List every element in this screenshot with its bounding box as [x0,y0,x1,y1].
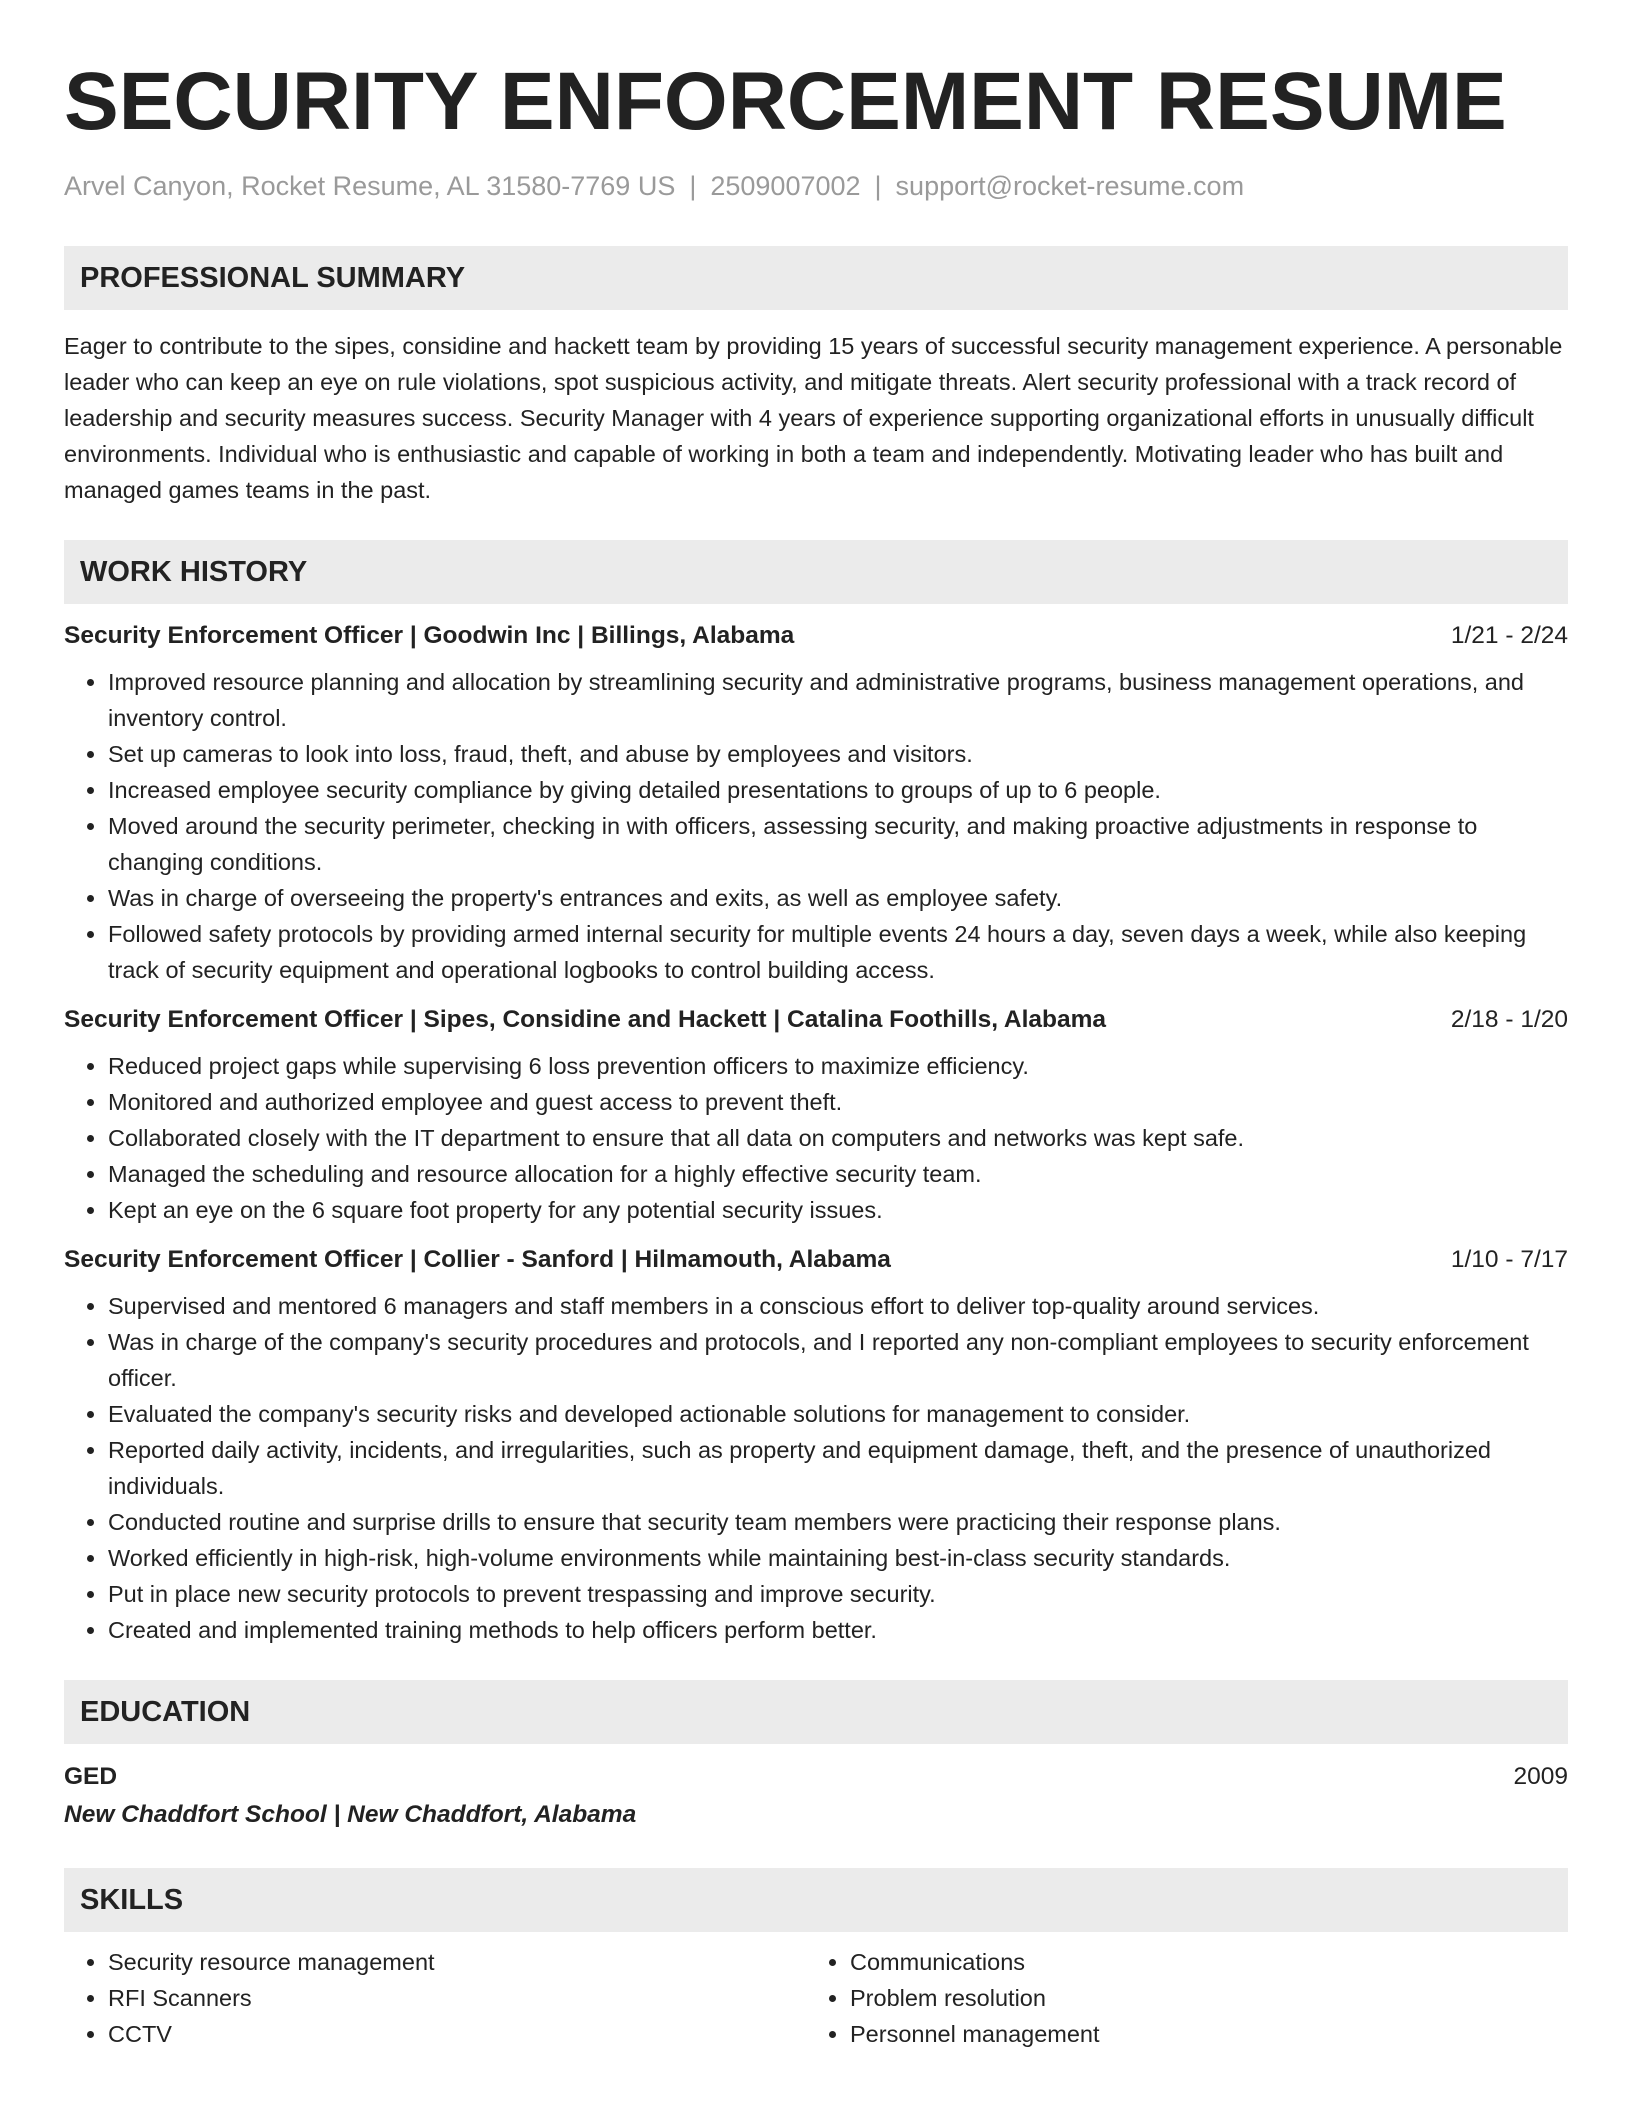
job-title: Security Enforcement Officer | Sipes, Considine and Hackett | Catalina Foothills, Alabama [64,1006,1107,1033]
job-entry [64,1002,1568,1228]
contact-separator: | [874,171,882,201]
education-entry [64,1758,1568,1834]
job-bullet: • Managed the scheduling and resource allocation for a highly effective security team. [108,1156,1568,1192]
skill-item: • Problem resolution [850,1980,1548,2016]
job-bullet: • Evaluated the company's security risks and developed actionable solutions for management to consider. [108,1396,1568,1432]
summary-section-header: PROFESSIONAL SUMMARY [64,246,1568,310]
job-bullet: • Kept an eye on the 6 square foot property for any potential security issues. [108,1192,1568,1228]
job-dates: 2/18 - 1/20 [1450,1006,1568,1033]
skill-item: • RFI Scanners [108,1980,806,2016]
summary-text: Eager to contribute to the sipes, considine and hackett team by providing 15 years of successful security management experience. A personable leader who can keep an eye on rule violations, spot suspicious activity, and mitigate threats. Alert security professional with a track record of leadership and security measures success. Security Manager with 4 years of experience supporting organizational efforts in unusually difficult environments. Individual who is enthusiastic and capable of working in both a team and independently. Motivating leader who has built and managed games teams in the past. [64,333,1563,503]
job-bullet-list [64,664,1568,988]
resume-title: SECURITY ENFORCEMENT RESUME [64,56,1507,147]
job-entry [64,618,1568,988]
job-dates: 1/10 - 7/17 [1450,1246,1568,1273]
resume-page [64,52,1568,2052]
job-dates: 1/21 - 2/24 [1450,622,1568,649]
job-bullet: • Monitored and authorized employee and guest access to prevent theft. [108,1084,1568,1120]
job-bullet: • Was in charge of the company's security procedures and protocols, and I reported any non-compliant employees to security enforcement officer. [108,1324,1568,1396]
job-bullet: • Followed safety protocols by providing armed internal security for multiple events 24 hours a day, seven days a week, while also keeping track of security equipment and operational logbooks to control building access. [108,916,1568,988]
job-bullet: • Increased employee security compliance by giving detailed presentations to groups of up to 6 people. [108,772,1568,808]
skill-item: • Communications [850,1944,1548,1980]
job-bullet: • Supervised and mentored 6 managers and staff members in a conscious effort to deliver top-quality around services. [108,1288,1568,1324]
job-bullet-list [64,1048,1568,1228]
skills-section-header: SKILLS [64,1868,1568,1932]
education-school: New Chaddfort School | New Chaddfort, Alabama [64,1801,637,1828]
job-bullet: • Improved resource planning and allocation by streamlining security and administrative programs, business management operations, and inventory control. [108,664,1568,736]
job-header [64,1002,1568,1038]
job-bullet: • Reported daily activity, incidents, and irregularities, such as property and equipment damage, theft, and the presence of unauthorized individuals. [108,1432,1568,1504]
work-history-section-header: WORK HISTORY [64,540,1568,604]
job-bullet: • Put in place new security protocols to prevent trespassing and improve security. [108,1576,1568,1612]
job-title: Security Enforcement Officer | Collier - Sanford | Hilmamouth, Alabama [64,1246,891,1273]
job-header [64,618,1568,654]
skill-item: • CCTV [108,2016,806,2052]
job-bullet: • Was in charge of overseeing the property's entrances and exits, as well as employee safety. [108,880,1568,916]
job-bullet: • Created and implemented training methods to help officers perform better. [108,1612,1568,1648]
contact-address: Arvel Canyon, Rocket Resume, AL 31580-7769 US [64,171,676,201]
education-year: 2009 [1513,1763,1568,1790]
skills-column-right [806,1944,1548,2052]
job-bullet: • Set up cameras to look into loss, fraud, theft, and abuse by employees and visitors. [108,736,1568,772]
skill-item: • Security resource management [108,1944,806,1980]
education-section-header: EDUCATION [64,1680,1568,1744]
skill-item: • Personnel management [850,2016,1548,2052]
contact-email: support@rocket-resume.com [895,171,1245,201]
job-bullet: • Worked efficiently in high-risk, high-volume environments while maintaining best-in-class security standards. [108,1540,1568,1576]
education-degree: GED [64,1763,118,1790]
skills-column-left [64,1944,806,2052]
job-bullet: • Collaborated closely with the IT department to ensure that all data on computers and networks was kept safe. [108,1120,1568,1156]
job-bullet-list [64,1288,1568,1648]
job-title: Security Enforcement Officer | Goodwin Inc | Billings, Alabama [64,622,795,649]
job-entry [64,1242,1568,1648]
job-header [64,1242,1568,1278]
contact-phone: 2509007002 [710,171,861,201]
job-bullet: • Conducted routine and surprise drills to ensure that security team members were practicing their response plans. [108,1504,1568,1540]
education-header [64,1758,1568,1796]
job-bullet: • Reduced project gaps while supervising 6 loss prevention officers to maximize efficiency. [108,1048,1568,1084]
contact-line [64,168,1568,204]
skills-list [64,1944,1568,2052]
job-bullet: • Moved around the security perimeter, checking in with officers, assessing security, and making proactive adjustments in response to changing conditions. [108,808,1568,880]
contact-separator: | [689,171,697,201]
